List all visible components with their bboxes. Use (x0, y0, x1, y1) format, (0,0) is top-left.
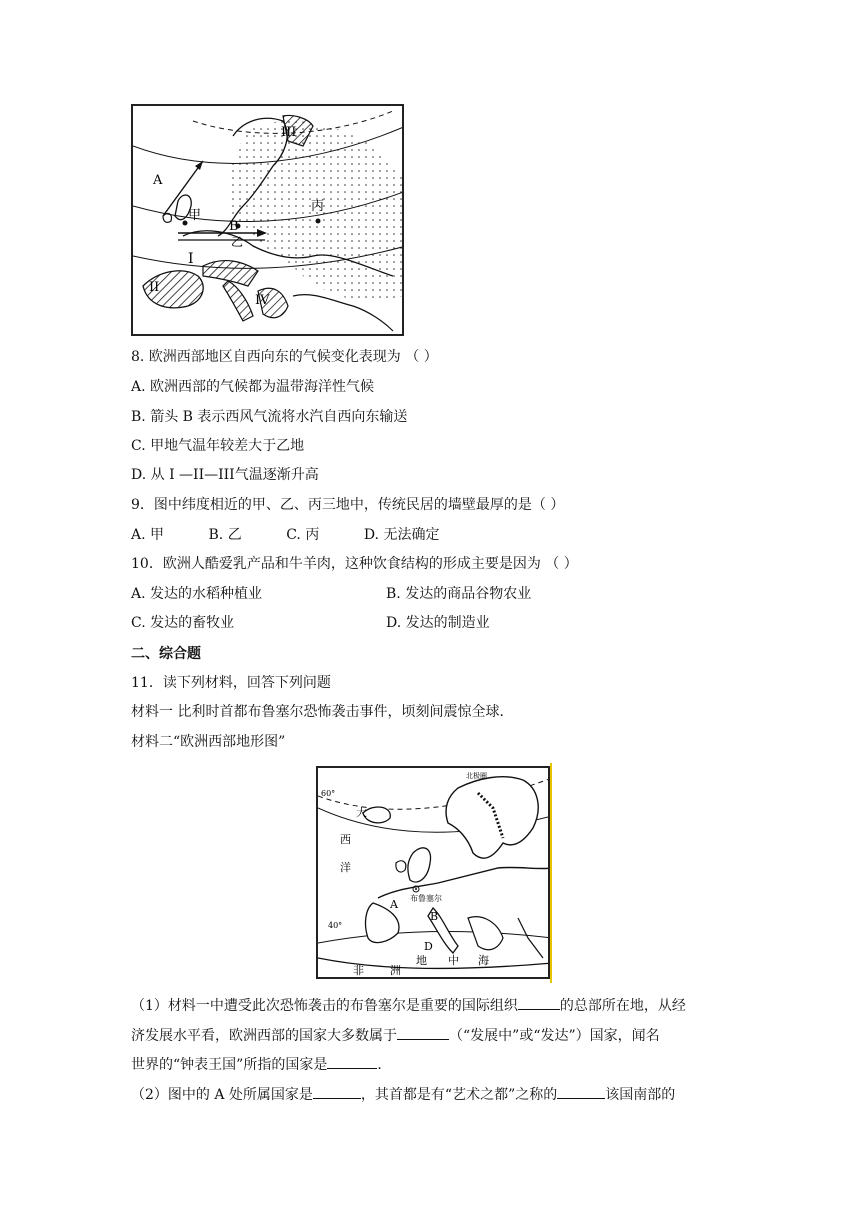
label-di: 地 (416, 954, 427, 967)
answer-blank-5[interactable] (557, 1084, 605, 1099)
label-roman3: III (281, 125, 297, 140)
label-bing: 丙 (311, 199, 325, 214)
label-lat40: 40° (328, 921, 343, 930)
label-yi: 乙 (231, 235, 244, 249)
label-da: 大 (356, 806, 367, 819)
label-a: A (153, 173, 163, 188)
section-title: 二、综合题 (131, 646, 201, 662)
label-b: B (229, 219, 239, 234)
label-b2: B (430, 910, 439, 923)
answer-blank-4[interactable] (313, 1084, 361, 1099)
label-roman2: II (149, 280, 160, 295)
label-roman4: IV (255, 293, 270, 308)
part1-text-d: （“发展中”或“发达”）国家，闻名 (449, 1028, 660, 1044)
east-coast (518, 918, 543, 958)
q10-stem: 10．欧洲人酷爱乳产品和牛羊肉，这种饮食结构的形成主要是因为 （ ） (131, 556, 578, 572)
q9-stem: 9．图中纬度相近的甲、乙、丙三地中，传统民居的墙壁最厚的是（ ） (131, 497, 565, 513)
yellow-border-mark (550, 763, 552, 983)
part1-text-c: 济发展水平看，欧洲西部的国家大多数属于 (131, 1028, 397, 1044)
part1-text-f: ． (377, 1057, 392, 1073)
part1-line3 (131, 1054, 391, 1074)
label-hai: 海 (478, 954, 489, 967)
part1-line1 (131, 995, 686, 1015)
material-one: 材料一 比利时首都布鲁塞尔恐怖袭击事件，顷刻间震惊全球． (131, 704, 514, 720)
arrow-a-head (195, 161, 203, 170)
q8-option-c: C. 甲地气温年较差大于乙地 (131, 438, 305, 454)
label-lat60: 60° (321, 789, 336, 798)
q10-option-a: A. 发达的水稻种植业 (131, 586, 263, 602)
label-zhou: 洲 (390, 964, 401, 977)
part2-line1 (131, 1084, 675, 1104)
part2-text-a: （2）图中的 A 处所属国家是 (131, 1087, 313, 1103)
label-xi: 西 (340, 833, 351, 846)
part1-text-b: 的总部所在地，从经 (559, 998, 686, 1014)
q9-options: A. 甲 B. 乙 C. 丙 D. 无法确定 (131, 527, 440, 543)
q8-option-a: A. 欧洲西部的气候都为温带海洋性气候 (131, 379, 375, 395)
mainland-north-coast (378, 867, 550, 898)
europe-climate-map (131, 104, 404, 336)
label-fei: 非 (353, 964, 364, 977)
material-two: 材料二“欧洲西部地形图” (131, 734, 286, 750)
label-jia: 甲 (188, 208, 202, 223)
label-zhong: 中 (448, 954, 459, 967)
answer-blank-1[interactable] (518, 995, 560, 1010)
part2-text-b: ，其首都是有“艺术之都”之称的 (360, 1087, 558, 1103)
q8-stem: 8. 欧洲西部地区自西向东的气候变化表现为 （ ） (131, 349, 438, 365)
western-europe-terrain-map (316, 766, 550, 979)
point-bing (316, 219, 321, 224)
part2-text-c: 该国南部的 (605, 1087, 676, 1103)
part1-line2 (131, 1025, 660, 1045)
q10-option-b: B. 发达的商品谷物农业 (386, 586, 532, 602)
ireland-2 (396, 861, 406, 872)
label-roman1: I (188, 251, 194, 267)
label-yang: 洋 (340, 861, 351, 874)
q11-stem: 11．读下列材料，回答下列问题 (131, 675, 331, 691)
balkans (468, 917, 503, 950)
answer-blank-3[interactable] (327, 1054, 377, 1069)
point-jia (183, 221, 188, 226)
q8-option-d: D. 从 I —II—III气温逐渐升高 (131, 467, 319, 483)
label-brussels: 布鲁塞尔 (410, 894, 442, 903)
q10-option-d: D. 发达的制造业 (386, 615, 490, 631)
part1-text-a: （1）材料一中遭受此次恐怖袭击的布鲁塞尔是重要的国际组织 (131, 998, 518, 1014)
brussels-dot (415, 888, 417, 890)
label-d2: D (424, 940, 433, 953)
great-britain (408, 848, 431, 882)
italy-hatched (223, 281, 253, 321)
answer-blank-2[interactable] (397, 1025, 449, 1040)
latitude-40 (318, 932, 550, 943)
q8-option-b: B. 箭头 B 表示西风气流将水汽自西向东输送 (131, 409, 408, 425)
western-europe-terrain-map-svg (318, 768, 550, 979)
label-arctic: 北极圈 (466, 772, 487, 780)
q10-option-c: C. 发达的畜牧业 (131, 615, 235, 631)
iceland (363, 807, 390, 823)
part1-text-e: 世界的“钟表王国”所指的国家是 (131, 1057, 328, 1073)
scandinavia (446, 777, 538, 858)
europe-climate-map-svg (133, 106, 404, 336)
label-a2: A (390, 898, 398, 911)
